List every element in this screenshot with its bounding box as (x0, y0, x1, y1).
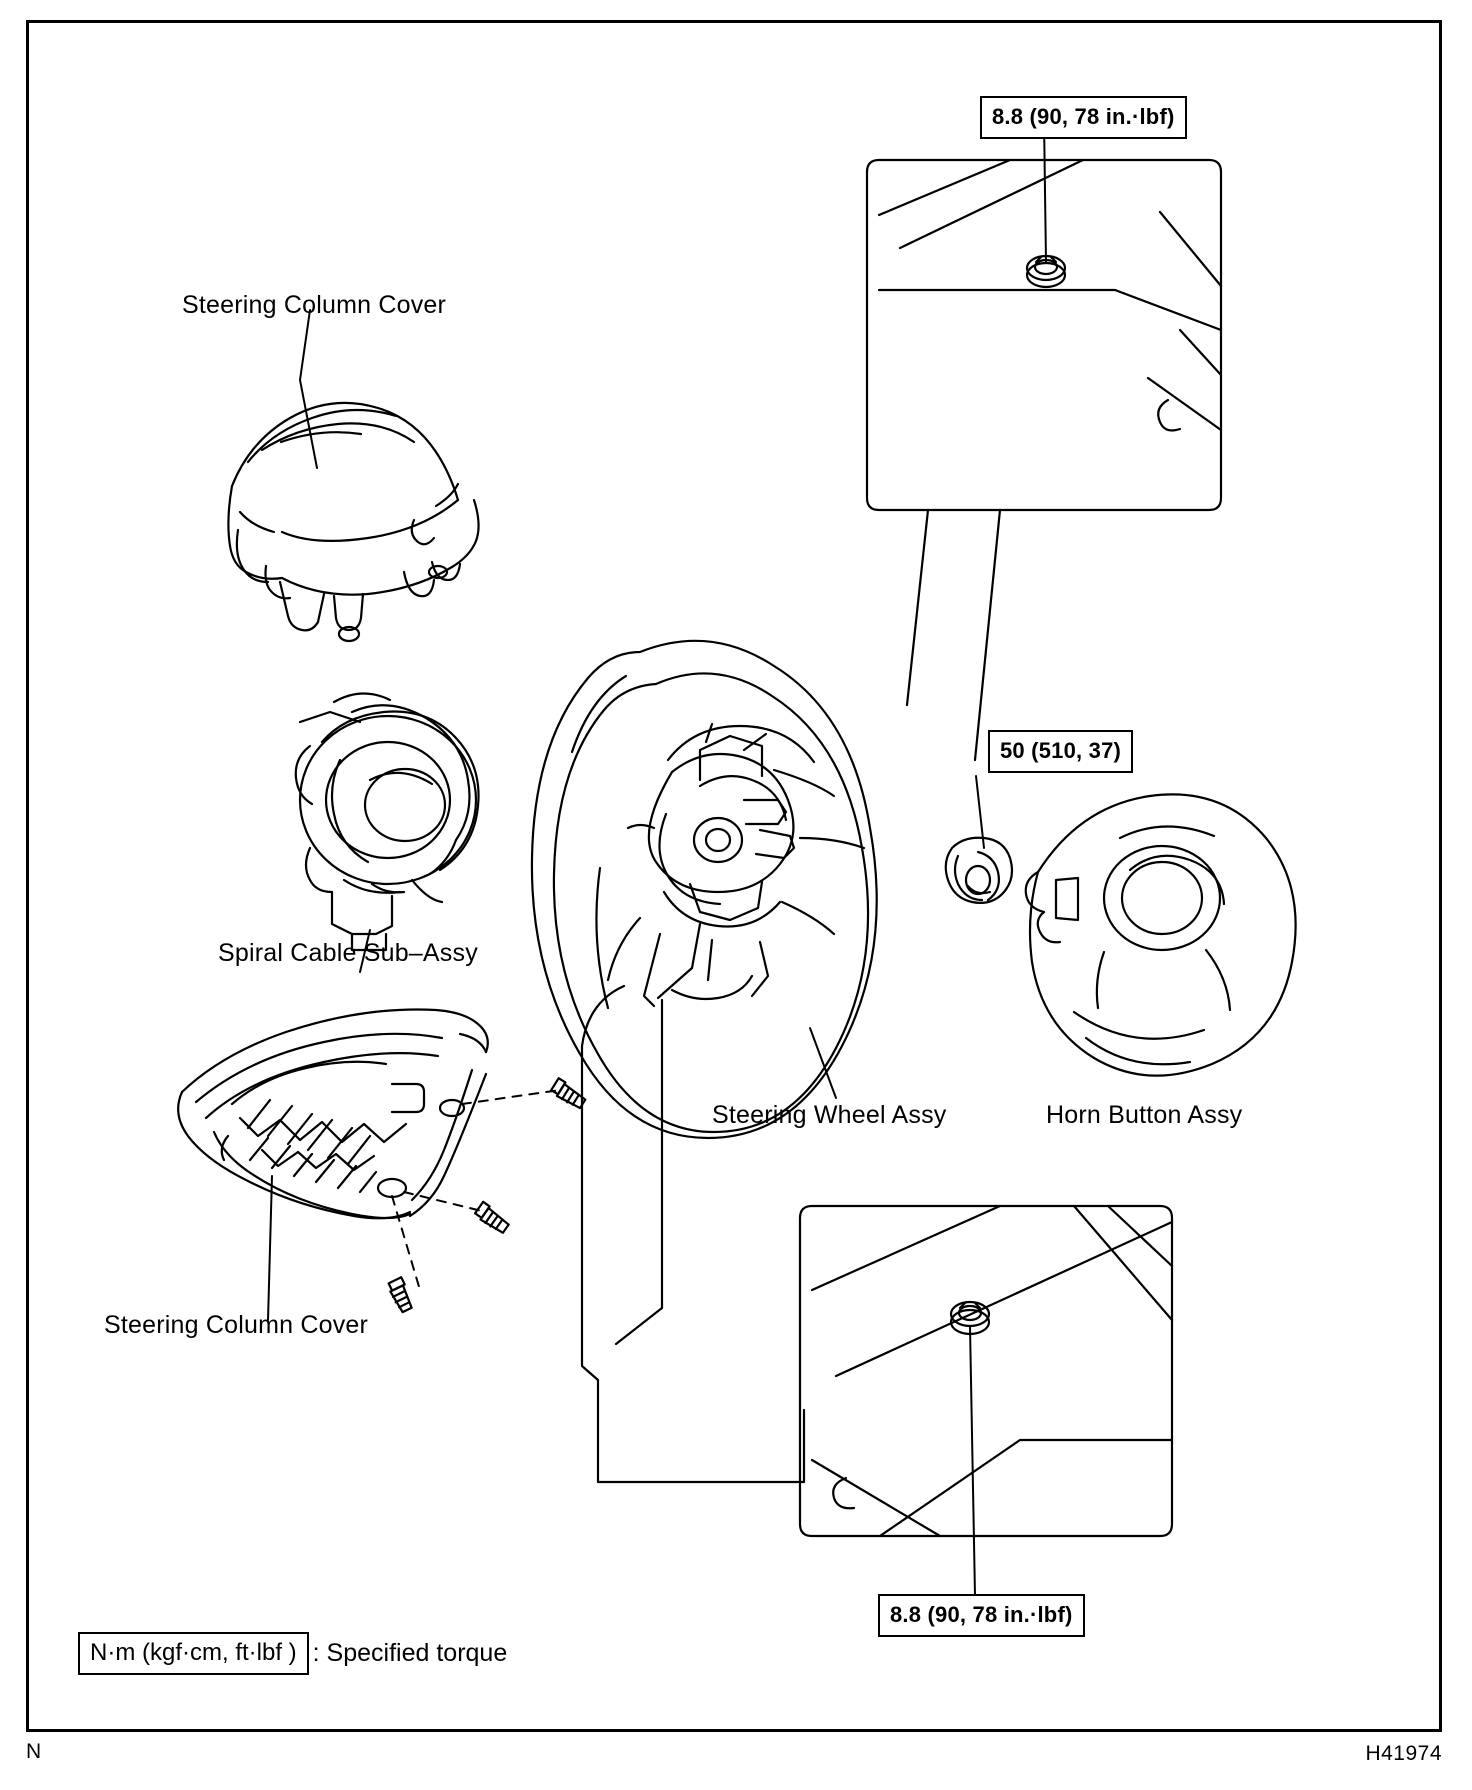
label-steering-column-cover-lower: Steering Column Cover (104, 1311, 369, 1339)
diagram-border (26, 20, 1442, 1732)
torque-legend (78, 1632, 507, 1675)
label-horn-button-assy: Horn Button Assy (1046, 1101, 1243, 1129)
legend-description: : Specified torque (312, 1639, 508, 1667)
legend-unit-box: N·m (kgf·cm, ft·lbf ) (78, 1632, 309, 1675)
label-spiral-cable-sub-assy: Spiral Cable Sub–Assy (218, 939, 478, 967)
label-steering-column-cover-upper: Steering Column Cover (182, 291, 447, 319)
torque-callout-center: 50 (510, 37) (988, 730, 1133, 773)
torque-callout-bottom: 8.8 (90, 78 in.·lbf) (878, 1594, 1085, 1637)
corner-mark: N (26, 1740, 42, 1763)
figure-id: H41974 (1365, 1742, 1442, 1765)
label-steering-wheel-assy: Steering Wheel Assy (712, 1101, 947, 1129)
torque-callout-top: 8.8 (90, 78 in.·lbf) (980, 96, 1187, 139)
